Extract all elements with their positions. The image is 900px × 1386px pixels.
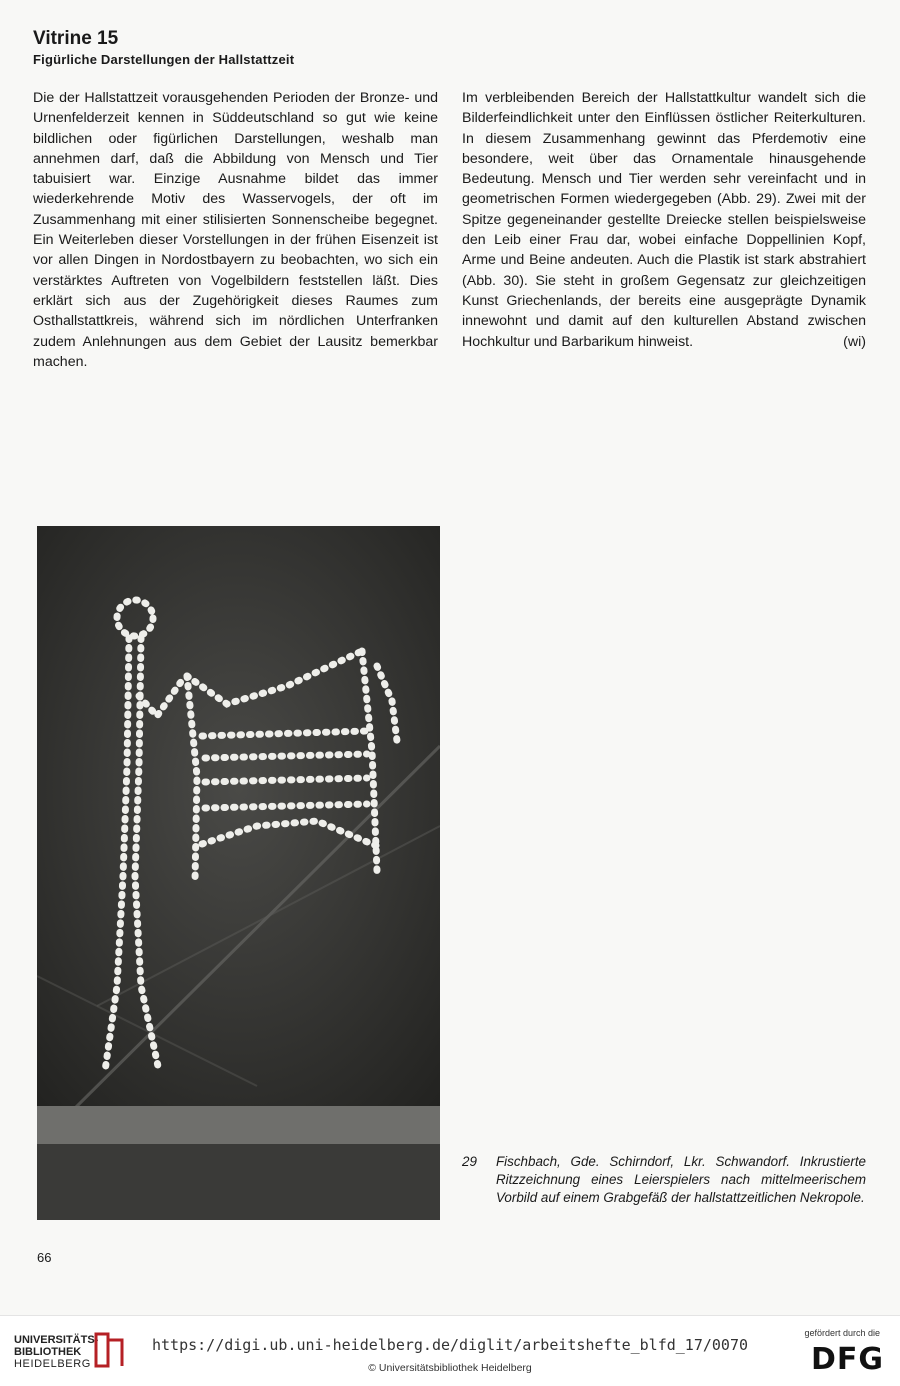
author-initials: (wi) (843, 333, 866, 350)
left-text-column (33, 88, 438, 372)
funding-label: gefördert durch die (804, 1328, 880, 1338)
copyright-notice: © Universitätsbibliothek Heidelberg (368, 1362, 532, 1374)
viewer-footer (0, 1315, 900, 1386)
dfg-logo[interactable]: DFG (810, 1342, 884, 1377)
library-name-line1: UNIVERSITÄTS- (14, 1334, 99, 1346)
library-name-line3: HEIDELBERG (14, 1358, 91, 1370)
page-number: 66 (37, 1250, 52, 1265)
library-name-line2: BIBLIOTHEK (14, 1346, 82, 1358)
permalink-url[interactable]: https://digi.ub.uni-heidelberg.de/diglit/arbeitshefte_blfd_17/0070 (151, 1336, 749, 1354)
left-paragraph: Die der Hallstattzeit vorausgehenden Perioden der Bronze- und Urnenfelderzeit kennen in Süddeutschland so gut wie keine bildlichen oder figürlichen Darstellungen, weshalb man annehmen darf, daß die Abbildung von Mensch und Tier tabuisiert war. Einzige Ausnahme bildet das immer wiederkehrende Motiv des Wasservogels, der oft im Zusammenhang mit einer stilisierten Sonnenscheibe begegnet. Ein Weiterleben dieser Vorstellungen in der frühen Eisenzeit ist vor allen Dingen in Nordostbayern zu beobachten, wo sich ein verstärktes Auftreten von Vogelbildern feststellen läßt. Dies erklärt sich aus der Zugehörigkeit dieses Raumes zum Osthallstattkreis, während sich im nördlichen Unterfranken zudem Anlehnungen aus dem Gebiet der Lausitz bemerkbar machen. (33, 90, 438, 370)
page-subtitle: Figürliche Darstellungen der Hallstattzeit (33, 52, 295, 67)
page-title: Vitrine 15 (33, 28, 119, 49)
right-paragraph-text: Im verbleibenden Bereich der Hallstattkultur wandelt sich die Bilderfeindlichkeit unter den Einflüssen östlicher Reiterkulturen. In diesem Zusammenhang gewinnt das Pferdemotiv eine besondere, weit über das Ornamentale hinausgehende Bedeutung. Mensch und Tier werden sehr vereinfacht und in geometrischen Formen wiedergegeben (Abb. 29). Zwei mit der Spitze gegeneinander gestellte Dreiecke stellen beispielsweise den Leib einer Frau dar, wobei einfache Doppellinien Kopf, Arme und Beine andeuten. Auch die Plastik ist stark abstrahiert (Abb. 30). Sie steht in großem Gegensatz zur gleichzeitigen Kunst Griechenlands, der bereits eine ausgeprägte Dynamik innewohnt und damit auf den kulturellen Abstand zwischen Hochkultur und Barbarikum hinweist. (462, 90, 866, 350)
lyre-player-photo (37, 526, 440, 1220)
figure-caption-text: Fischbach, Gde. Schirndorf, Lkr. Schwandorf. Inkrustierte Ritzzeichnung eines Leierspielers nach mittelmeerischem Vorbild auf einem Grabgefäß der hallstattzeitlichen Nekropole. (496, 1154, 866, 1205)
figure-number: 29 (462, 1154, 477, 1169)
right-text-column (462, 88, 866, 352)
right-paragraph (462, 88, 866, 352)
figure-caption (462, 1153, 866, 1207)
